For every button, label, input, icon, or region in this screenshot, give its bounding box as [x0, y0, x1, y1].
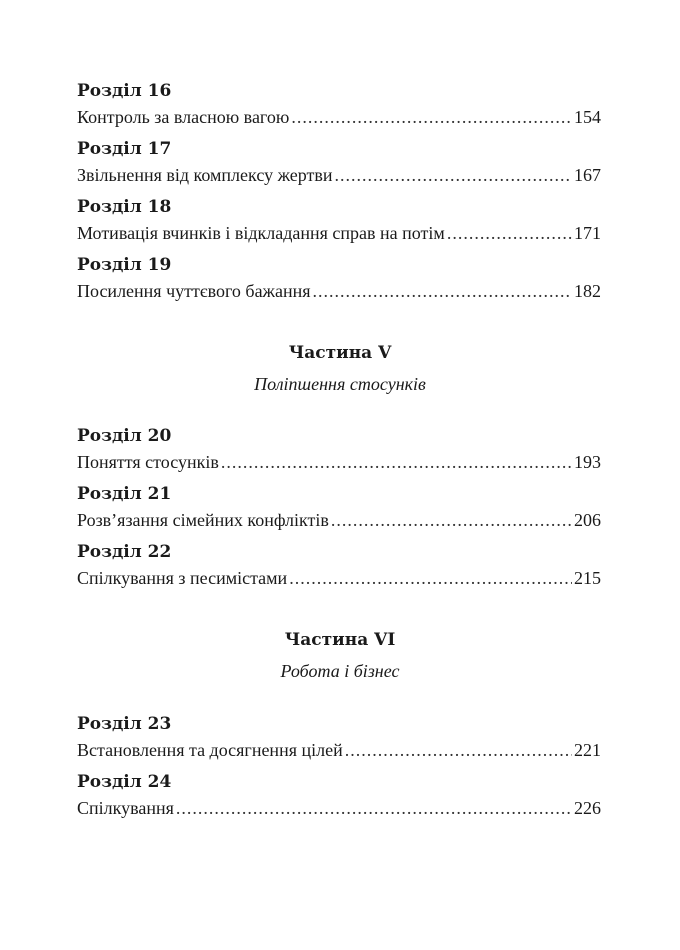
dot-leader	[176, 795, 572, 821]
toc-entry-page: 182	[574, 281, 601, 301]
toc-chapter-group	[77, 78, 601, 310]
dot-leader	[313, 278, 572, 304]
toc-entry-page: 226	[574, 798, 601, 818]
toc-entry-title: Спілкування з песимістами	[77, 568, 288, 588]
toc-entry-title: Розв’язання сімейних конфліктів	[77, 510, 329, 530]
toc-chapter-group	[77, 711, 601, 827]
toc-entry-page: 171	[574, 223, 601, 243]
dot-leader	[221, 449, 572, 475]
toc-entry[interactable]	[77, 278, 601, 304]
chapter-label: Розділ 20	[77, 426, 172, 446]
dot-leader	[345, 737, 572, 763]
toc-entry-title: Встановлення та досягнення цілей	[77, 740, 343, 760]
part-subtitle: Робота і бізнес	[280, 661, 400, 681]
toc-entry-title: Мотивація вчинків і відкладання справ на потім	[77, 223, 445, 243]
dot-leader	[331, 507, 572, 533]
dot-leader	[447, 220, 572, 246]
part-title: Частина V	[288, 343, 392, 363]
toc-entry[interactable]	[77, 449, 601, 475]
dot-leader	[335, 162, 572, 188]
toc-entry-title: Контроль за власною вагою	[77, 107, 290, 127]
toc-chapter-group	[77, 423, 601, 597]
toc-entry-page: 154	[574, 107, 601, 127]
chapter-label: Розділ 19	[77, 255, 172, 275]
toc-entry[interactable]	[77, 565, 601, 591]
toc-entry[interactable]	[77, 220, 601, 246]
toc-entry-title: Посилення чуттєвого бажання	[77, 281, 311, 301]
toc-entry-title: Поняття стосунків	[77, 452, 219, 472]
chapter-label: Розділ 17	[77, 139, 172, 159]
chapter-label: Розділ 16	[77, 81, 172, 101]
dot-leader	[291, 104, 572, 130]
toc-entry-title: Звільнення від комплексу жертви	[77, 165, 333, 185]
toc-entry-page: 167	[574, 165, 601, 185]
toc-entry-page: 206	[574, 510, 601, 530]
chapter-label: Розділ 23	[77, 714, 172, 734]
toc-entry-page: 221	[574, 740, 601, 760]
dot-leader	[289, 565, 572, 591]
chapter-label: Розділ 22	[77, 542, 172, 562]
toc-entry[interactable]	[77, 104, 601, 130]
toc-entry-page: 215	[574, 568, 601, 588]
toc-entry[interactable]	[77, 507, 601, 533]
part-header	[0, 340, 680, 397]
part-title: Частина VI	[284, 630, 396, 650]
part-subtitle: Поліпшення стосунків	[254, 374, 426, 394]
toc-entry-title: Спілкування	[77, 798, 174, 818]
chapter-label: Розділ 24	[77, 772, 172, 792]
toc-entry[interactable]	[77, 795, 601, 821]
chapter-label: Розділ 21	[77, 484, 172, 504]
toc-entry[interactable]	[77, 737, 601, 763]
part-header	[0, 627, 680, 684]
chapter-label: Розділ 18	[77, 197, 172, 217]
toc-entry-page: 193	[574, 452, 601, 472]
toc-entry[interactable]	[77, 162, 601, 188]
